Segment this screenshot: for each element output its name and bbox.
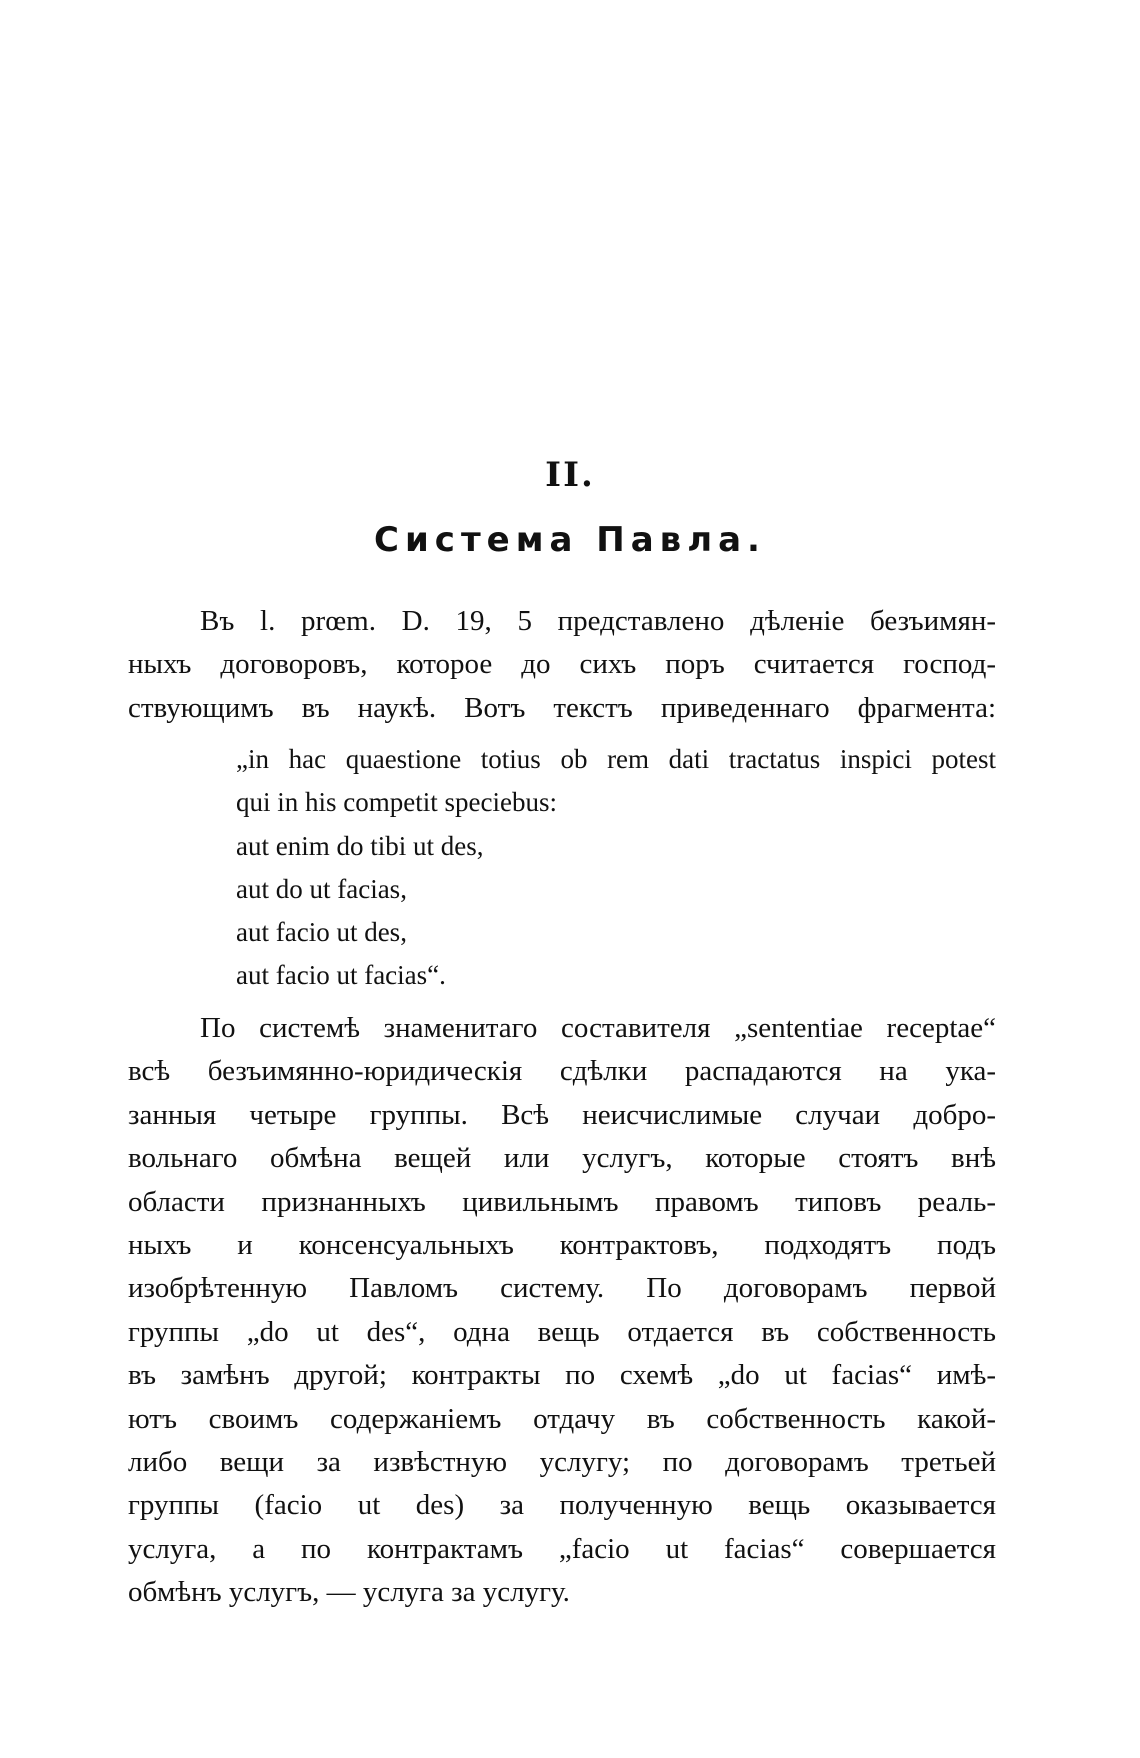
paragraph-system	[128, 1007, 996, 1614]
chapter-number: II.	[545, 455, 595, 495]
quote-line: aut enim do tibi ut des,	[236, 830, 484, 861]
quote-line: „in hac quaestione totius ob rem dati tractatus inspici potest	[236, 744, 996, 774]
quote-line: aut facio ut des,	[236, 917, 407, 948]
quote-line: aut facio ut facias“.	[236, 960, 446, 991]
text-line: изобрѣтенную Павломъ систему. По договорамъ первой	[128, 1272, 996, 1305]
text-line: группы „do ut des“, одна вещь отдается въ собственность	[128, 1315, 996, 1348]
text-line: ныхъ договоровъ, которое до сихъ поръ считается господ-	[128, 648, 996, 681]
text-line: всѣ безъимянно-юридическія сдѣлки распадаются на ука-	[128, 1055, 996, 1088]
text-line: ныхъ и консенсуальныхъ контрактовъ, подходятъ подъ	[128, 1228, 996, 1261]
text-line: области признанныхъ цивильнымъ правомъ типовъ реаль-	[128, 1185, 996, 1218]
text-line: занныя четыре группы. Всѣ неисчислимые случаи добро-	[128, 1098, 996, 1131]
text-line: обмѣнъ услугъ, — услуга за услугу.	[128, 1576, 570, 1609]
text-line: По системѣ знаменитаго составителя „sententiae receptae“	[200, 1012, 996, 1044]
text-line: группы (facio ut des) за полученную вещь оказывается	[128, 1489, 996, 1522]
paragraph-intro	[128, 600, 996, 730]
text-line: ствующимъ въ наукѣ. Вотъ текстъ приведеннаго фрагмента:	[128, 691, 996, 724]
quote-line: aut do ut facias,	[236, 873, 407, 904]
text-line: либо вещи за извѣстную услугу; по договорамъ третьей	[128, 1445, 996, 1478]
quote-line: qui in his competit speciebus:	[236, 787, 557, 818]
text-line: въ замѣнъ другой; контракты по схемѣ „do ut facias“ имѣ-	[128, 1359, 996, 1392]
text-line: вольнаго обмѣна вещей или услугъ, которые стоятъ внѣ	[128, 1142, 996, 1175]
text-line: услуга, а по контрактамъ „facio ut facias“ совершается	[128, 1532, 996, 1565]
latin-quotation	[236, 738, 996, 998]
text-line: ютъ своимъ содержаніемъ отдачу въ собственность какой-	[128, 1402, 996, 1435]
text-line: Въ l. prœm. D. 19, 5 представлено дѣленіе безъимян-	[200, 605, 996, 637]
chapter-title: Система Павла.	[374, 520, 766, 560]
